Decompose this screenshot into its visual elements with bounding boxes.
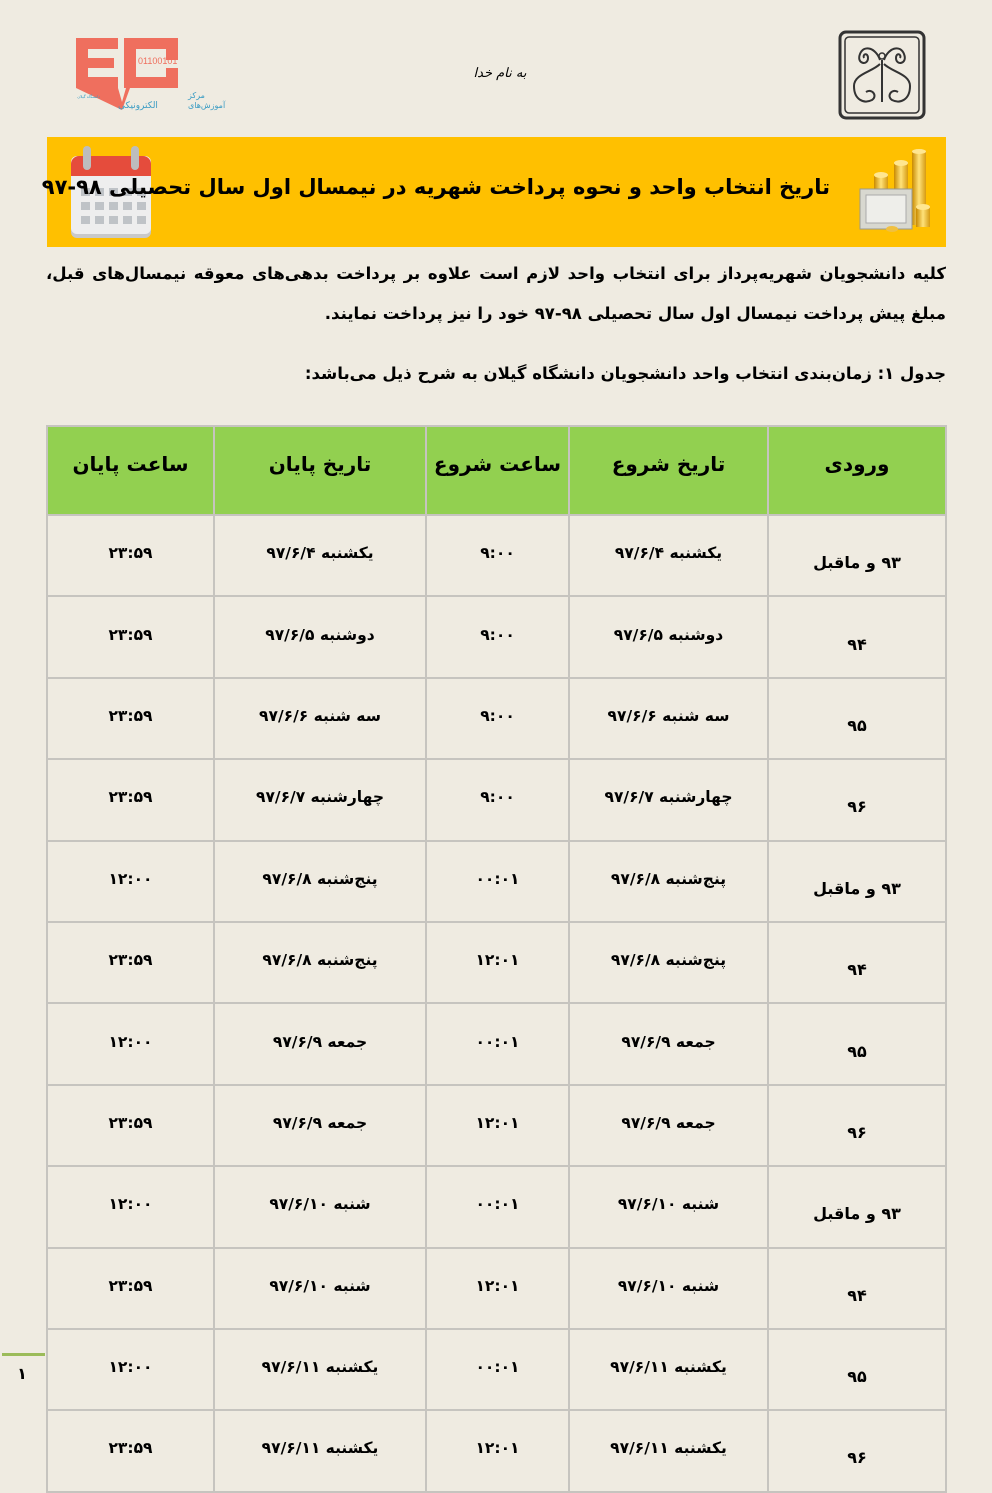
cell-entry: ۹۴ <box>768 596 946 677</box>
cell-end-date: دوشنبه ۹۷/۶/۵ <box>214 596 426 677</box>
column-header-start-time: ساعت شروع <box>426 426 569 515</box>
cell-end-date: سه شنبه ۹۷/۶/۶ <box>214 678 426 759</box>
cell-end-time: ۲۳:۵۹ <box>47 596 214 677</box>
cell-start-time: ۹:۰۰ <box>426 759 569 840</box>
cell-start-date: چهارشنبه ۹۷/۶/۷ <box>569 759 768 840</box>
cell-start-time: ۱۲:۰۱ <box>426 1410 569 1491</box>
cell-end-date: یکشنبه ۹۷/۶/۱۱ <box>214 1329 426 1410</box>
table-row <box>47 678 946 759</box>
cell-end-time: ۱۲:۰۰ <box>47 841 214 922</box>
cell-entry: ۹۳ و ماقبل <box>768 1166 946 1247</box>
cell-start-time: ۹:۰۰ <box>426 678 569 759</box>
cell-start-date: جمعه ۹۷/۶/۹ <box>569 1085 768 1166</box>
cell-start-date: سه شنبه ۹۷/۶/۶ <box>569 678 768 759</box>
table-row <box>47 1410 946 1491</box>
logo-binary-text: 01100101 <box>138 56 178 66</box>
cell-start-date: یکشنبه ۹۷/۶/۴ <box>569 515 768 596</box>
cell-start-date: یکشنبه ۹۷/۶/۱۱ <box>569 1329 768 1410</box>
cell-end-time: ۲۳:۵۹ <box>47 1085 214 1166</box>
intro-paragraph: کلیه دانشجویان شهریه‌پرداز برای انتخاب واحد لازم است علاوه بر پرداخت بدهی‌های معوقه نیمسال‌های قبل، مبلغ پیش پرداخت نیمسال اول سال تحصیلی ۹۸-۹۷ خود را نیز پرداخت نمایند. <box>46 264 946 323</box>
bismillah-text: به نام خدا <box>473 66 527 81</box>
cell-start-date: جمعه ۹۷/۶/۹ <box>569 1003 768 1084</box>
cell-end-time: ۲۳:۵۹ <box>47 515 214 596</box>
column-header-end-date: تاریخ پایان <box>214 426 426 515</box>
logo-line1: مرکز <box>188 91 205 100</box>
cell-end-time: ۱۲:۰۰ <box>47 1166 214 1247</box>
cell-end-time: ۲۳:۵۹ <box>47 1410 214 1491</box>
cell-end-time: ۱۲:۰۰ <box>47 1329 214 1410</box>
cell-start-time: ۹:۰۰ <box>426 596 569 677</box>
cell-entry: ۹۵ <box>768 678 946 759</box>
cell-end-time: ۲۳:۵۹ <box>47 678 214 759</box>
cell-start-date: شنبه ۹۷/۶/۱۰ <box>569 1166 768 1247</box>
cell-entry: ۹۵ <box>768 1003 946 1084</box>
cell-start-date: پنج‌شنبه ۹۷/۶/۸ <box>569 922 768 1003</box>
cell-entry: ۹۶ <box>768 1410 946 1491</box>
table-row <box>47 841 946 922</box>
e-learning-center-logo <box>70 36 226 114</box>
table-row <box>47 922 946 1003</box>
cell-start-time: ۰۰:۰۱ <box>426 1329 569 1410</box>
table-row <box>47 759 946 840</box>
coins-money-icon <box>852 149 936 237</box>
table-row <box>47 1085 946 1166</box>
table-row <box>47 515 946 596</box>
cell-entry: ۹۶ <box>768 759 946 840</box>
cell-end-time: ۲۳:۵۹ <box>47 1248 214 1329</box>
open-book-logo-icon <box>70 36 226 114</box>
cell-end-date: چهارشنبه ۹۷/۶/۷ <box>214 759 426 840</box>
banner-title: تاریخ انتخاب واحد و نحوه پرداخت شهریه در نیمسال اول سال تحصیلی ۹۸-۹۷ <box>41 175 830 199</box>
cell-start-date: یکشنبه ۹۷/۶/۱۱ <box>569 1410 768 1491</box>
cell-entry: ۹۴ <box>768 922 946 1003</box>
cell-end-time: ۲۳:۵۹ <box>47 759 214 840</box>
title-banner <box>41 137 946 247</box>
page-number: ۱ <box>17 1364 27 1383</box>
cell-start-time: ۱۲:۰۱ <box>426 1248 569 1329</box>
logo-line3: الکترونیکی <box>118 101 158 111</box>
table-row <box>47 1248 946 1329</box>
cell-entry: ۹۳ و ماقبل <box>768 841 946 922</box>
cell-entry: ۹۵ <box>768 1329 946 1410</box>
cell-start-time: ۰۰:۰۱ <box>426 841 569 922</box>
cell-start-time: ۰۰:۰۱ <box>426 1003 569 1084</box>
table-row <box>47 596 946 677</box>
cell-end-date: جمعه ۹۷/۶/۹ <box>214 1085 426 1166</box>
cell-end-time: ۱۲:۰۰ <box>47 1003 214 1084</box>
cell-end-date: پنج‌شنبه ۹۷/۶/۸ <box>214 841 426 922</box>
column-header-entry: ورودی <box>768 426 946 515</box>
cell-start-date: پنج‌شنبه ۹۷/۶/۸ <box>569 841 768 922</box>
table-row <box>47 1166 946 1247</box>
cell-end-date: یکشنبه ۹۷/۶/۱۱ <box>214 1410 426 1491</box>
column-header-start-date: تاریخ شروع <box>569 426 768 515</box>
column-header-end-time: ساعت پایان <box>47 426 214 515</box>
table-header-row <box>47 426 946 515</box>
cell-end-date: شنبه ۹۷/۶/۱۰ <box>214 1248 426 1329</box>
logo-university-text: دانشگاه گیلان <box>77 94 100 99</box>
cell-entry: ۹۳ و ماقبل <box>768 515 946 596</box>
cell-start-time: ۹:۰۰ <box>426 515 569 596</box>
cell-start-date: شنبه ۹۷/۶/۱۰ <box>569 1248 768 1329</box>
table-row <box>47 1003 946 1084</box>
cell-start-time: ۱۲:۰۱ <box>426 922 569 1003</box>
cell-end-date: پنج‌شنبه ۹۷/۶/۸ <box>214 922 426 1003</box>
cell-start-date: دوشنبه ۹۷/۶/۵ <box>569 596 768 677</box>
cell-start-time: ۱۲:۰۱ <box>426 1085 569 1166</box>
cell-entry: ۹۴ <box>768 1248 946 1329</box>
table-caption: جدول ۱: زمان‌بندی انتخاب واحد دانشجویان دانشگاه گیلان به شرح ذیل می‌باشد: <box>304 364 946 383</box>
cell-start-time: ۰۰:۰۱ <box>426 1166 569 1247</box>
schedule-table <box>46 425 947 1493</box>
cell-end-date: جمعه ۹۷/۶/۹ <box>214 1003 426 1084</box>
university-emblem-logo <box>838 30 956 120</box>
logo-line2: آموزش‌های <box>188 101 226 110</box>
emblem-icon <box>838 30 956 120</box>
footer-accent-line <box>2 1353 45 1356</box>
cell-end-date: شنبه ۹۷/۶/۱۰ <box>214 1166 426 1247</box>
cell-end-date: یکشنبه ۹۷/۶/۴ <box>214 515 426 596</box>
table-row <box>47 1329 946 1410</box>
cell-end-time: ۲۳:۵۹ <box>47 922 214 1003</box>
cell-entry: ۹۶ <box>768 1085 946 1166</box>
